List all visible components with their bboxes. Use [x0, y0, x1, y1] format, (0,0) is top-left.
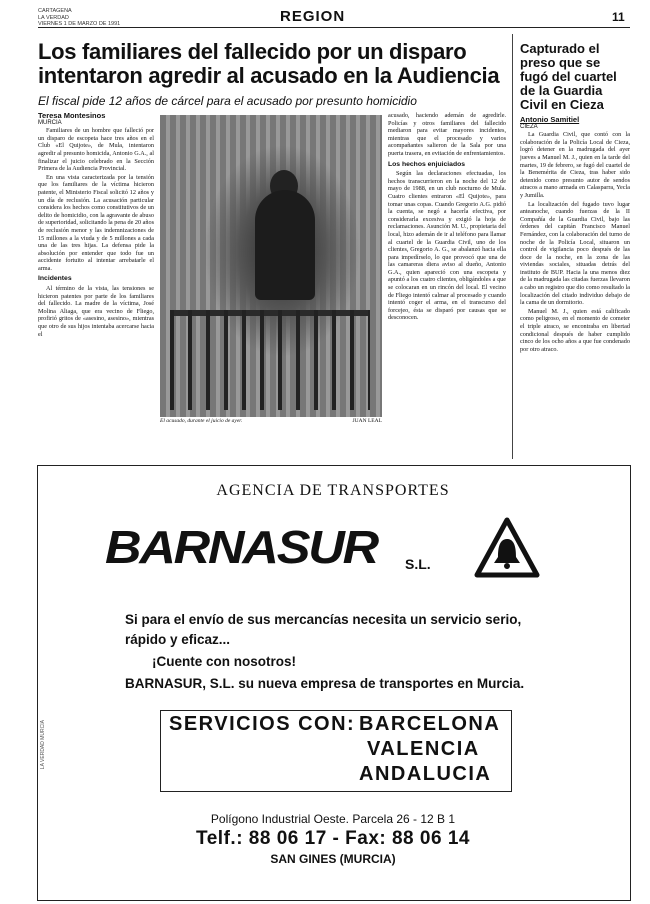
photo-caption-row [160, 418, 382, 424]
main-headline: Los familiares del fallecido por un disparo intentaron agredir al acusado en la Audiencia [38, 39, 500, 88]
services-box [160, 710, 512, 792]
brand-suffix: S.L. [405, 556, 431, 572]
paragraph: La localización del fugado tuvo lugar anteanoche, cuando fuerzas de la II Compañía de la Guardia Civil, bajo las órdenes del capitán Francisco Manuel Fernández, con la colaboración del turno de noche de la Policía Local, situaron un control de vigilancia poco después de las doce de la noche, en la zona de las viviendas sociales, situadas detrás del instituto de BUP. Hacia la una menos diez de la madrugada las citadas fuerzas llevaron a cabo un registro que dio como resultado la localización del citado individuo debajo de la cama de un dormitorio. [520, 200, 630, 307]
dateline-place: MURCIA [38, 119, 62, 126]
photo-caption: El acusado, durante el juicio de ayer. [160, 418, 243, 424]
issue-date: VIERNES 1 DE MARZO DE 1991 [38, 21, 121, 27]
ad-line-2: rápido y eficaz... [125, 632, 231, 647]
ad-agency-title: AGENCIA DE TRANSPORTES [216, 482, 450, 499]
article-column-1 [38, 112, 154, 457]
barnasur-logo: BARNASUR [105, 521, 377, 573]
sidebar-place: CIEZA [520, 123, 538, 130]
masthead-info [38, 8, 120, 28]
author-byline: Teresa Montesinos [38, 112, 106, 120]
services-label: SERVICIOS CON: [169, 713, 356, 735]
section-heading-hechos: Los hechos enjuiciados [388, 160, 466, 168]
ad-phone: Telf.: 88 06 17 - Fax: 88 06 14 [196, 828, 470, 849]
page-number: 11 [612, 10, 625, 24]
vertical-note: LA VERDAD MURCIA [40, 720, 46, 770]
photo-courtroom-railing [170, 310, 370, 410]
bell-triangle-emblem-icon [474, 517, 540, 579]
archive-label: CARTAGENA [38, 8, 72, 14]
paragraph: Familiares de un hombre que falleció por un disparo de escopeta hace tres años en el Club «El Quijote», de Mula, intentaron agredir al presunto homicida, Antonio G.A., al finalizar el juicio celebrado en la Sección Primera de la Audiencia Provincial. [38, 127, 154, 173]
masthead-rule [38, 27, 630, 28]
defendant-photo [160, 115, 382, 417]
ad-line-3: ¡Cuente con nosotros! [152, 654, 296, 669]
ad-line-4: BARNASUR, S.L. su nueva empresa de transportes en Murcia. [125, 676, 525, 691]
ad-address: Polígono Industrial Oeste. Parcela 26 - 12 B 1 [210, 812, 456, 826]
sidebar-column [520, 116, 630, 459]
sidebar-author: Antonio Samitiel [520, 116, 580, 124]
paragraph: En una vista caracterizada por la tensión que los familiares de la víctima hicieron patente, el Ministerio Fiscal solicitó 12 años y un día de reclusión. La acusación particular considera los hechos como constitutivos de un delito de homicidio, con la agravante de abuso de superioridad, solicitando la pena de 20 años de reclusión menor y las indemnizaciones de 15 millones a la viuda y de 5 millones a cada una de las tres hijas. La defensa pide la absolución por entender que todo fue un accidente fortuito al intentar arrebatarle el arma. [38, 173, 154, 272]
paragraph: Manuel M. J., quien está calificado como peligroso, en el momento de cometer el triple atraco, se encontraba en libertad condicional después de haber cumplido cinco de los ocho años a que fue condenado por otro atraco. [520, 307, 630, 353]
paragraph: acusado, haciendo ademán de agredirle. Policías y otros familiares del fallecido mediaron para evitar mayores incidentes, mientras que el procesado y varios acompañantes salieron de la Sala por una puerta trasera, en evitación de enfrentamientos. [388, 112, 506, 157]
paragraph: Según las declaraciones efectuadas, los hechos transcurrieron en la noche del 12 de mayo de 1988, en un club nocturno de Mula. Cuatro clientes entraron «El Quijote», para tomar unas copas. Cuando Gregorio A.G. pidió la cuenta, se negó a hacerla efectiva, por considerarla excesiva y exigió la hoja de reclamaciones. Asunción M. U., propietaria del local, hizo ademán de ir al teléfono para llamar al cuartel de la Guardia Civil, uno de los clientes, Gregorio A. G., se abalanzó hacia ella para impedírselo, lo que provocó que una de las camareras diera aviso al dueño, Antonio G.A., quien apareció con una escopeta y apuntó a los cuatro clientes, obligándoles a que se colocaran en un rincón del local. El vecino de Fliego intentó calmar al procesado y cuando intentó coger el arma, en el transcurso del forcejeo, ésta se disparó por causas que se desconocen. [388, 170, 506, 322]
main-subhead: El fiscal pide 12 años de cárcel para el acusado por presunto homicidio [38, 94, 417, 108]
article-column-3 [388, 112, 506, 457]
section-title: REGION [280, 8, 346, 25]
city-barcelona: BARCELONA [359, 713, 501, 735]
paragraph: Al término de la vista, las tensiones se hicieron patentes por parte de los familiares del fallecido. La madre de la víctima, José Molina Aliaga, que era vecino de Fliego, profirió gritos de «asesino, asesino», mientras que otro de sus hijos intentaba acercarse hacia el [38, 285, 154, 338]
sidebar-headline: Capturado el preso que se fugó del cuartel de la Guardia Civil en Cieza [520, 41, 617, 112]
photo-subject-body [255, 190, 315, 300]
city-valencia: VALENCIA [367, 738, 480, 760]
photo-credit: JUAN LEAL [352, 418, 382, 424]
ad-town: SAN GINES (MURCIA) [270, 852, 396, 866]
paper-name: LA VERDAD [38, 14, 69, 21]
section-heading-incidentes: Incidentes [38, 275, 72, 283]
paragraph: La Guardia Civil, que contó con la colaboración de la Policía Local de Cieza, logró detener en la madrugada del ayer jueves a Manuel M. J., quien en la tarde del martes, 19 de febrero, se fugó del cuartel de la Benemérita de Cieza, tras haber sido detenido como presunto autor de sendos atracos a mano armada en Calasparra, Yecla y Jumilla. [520, 131, 630, 199]
ad-line-1: Si para el envío de sus mercancías necesita un servicio serio, [125, 612, 522, 627]
city-andalucia: ANDALUCIA [359, 763, 492, 785]
column-divider [512, 34, 513, 459]
